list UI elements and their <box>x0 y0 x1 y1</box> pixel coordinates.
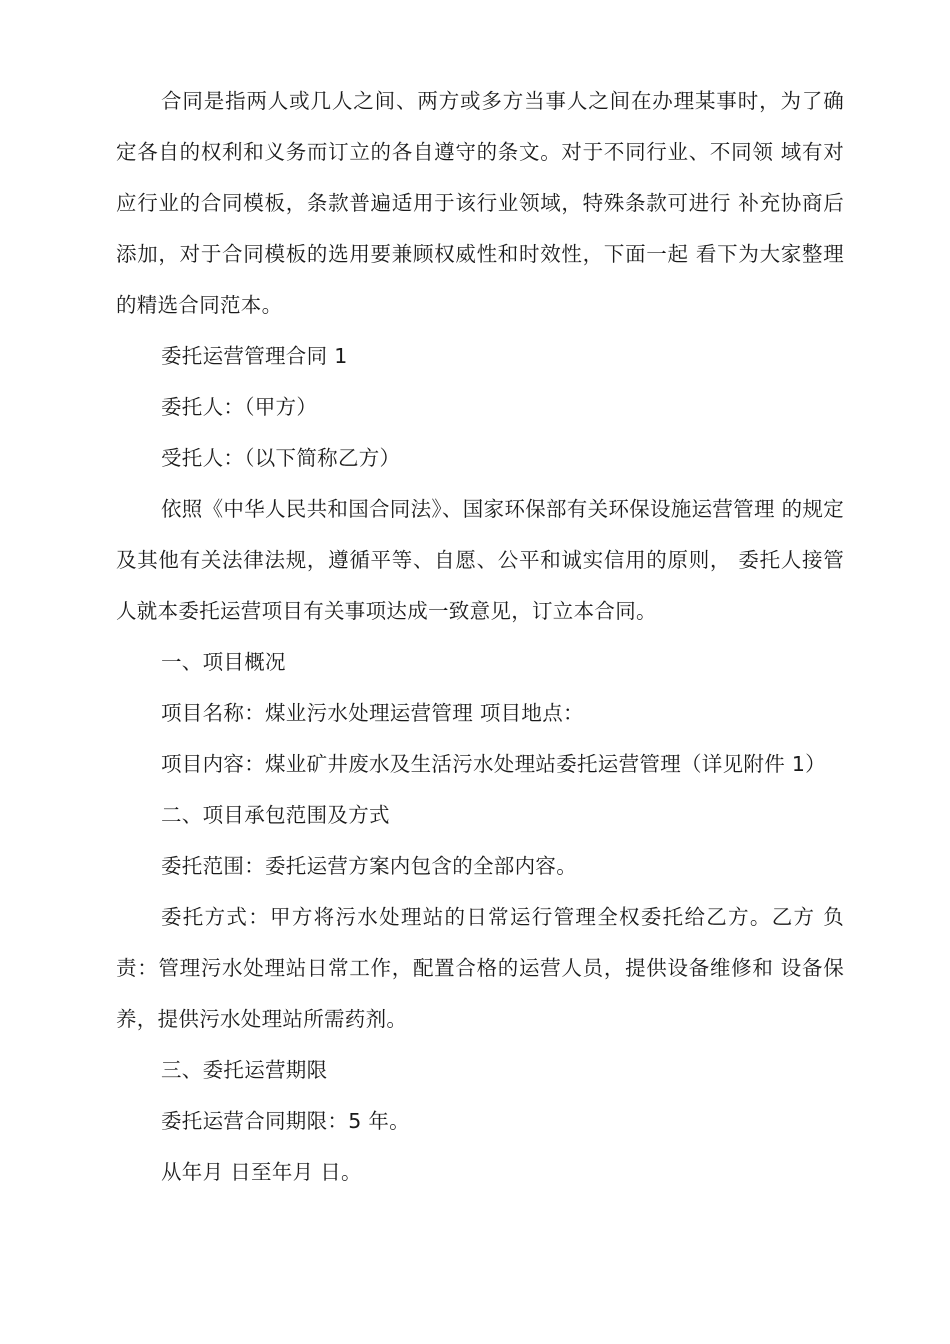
section-heading-1: 一、项目概况 <box>161 650 286 674</box>
contract-title: 委托运营管理合同 1 <box>161 344 348 368</box>
date-range-line: 从年月 日至年月 日。 <box>161 1160 362 1184</box>
section-heading-3: 三、委托运营期限 <box>161 1058 328 1082</box>
scope-line: 委托范围：委托运营方案内包含的全部内容。 <box>161 854 577 878</box>
section-heading-2: 二、项目承包范围及方式 <box>161 803 390 827</box>
project-content-line: 项目内容：煤业矿井废水及生活污水处理站委托运营管理（详见附件 1） <box>161 752 826 776</box>
term-line: 委托运营合同期限：5 年。 <box>161 1109 410 1133</box>
method-paragraph: 委托方式：甲方将污水处理站的日常运行管理全权委托给乙方。乙方 负责：管理污水处理站日常工作，配置合格的运营人员，提供设备维修和 设备保养，提供污水处理站所需药剂。 <box>116 905 844 1031</box>
trustee-party: 受托人：（以下简称乙方） <box>161 446 401 470</box>
document-page <box>116 76 844 1198</box>
intro-paragraph: 合同是指两人或几人之间、两方或多方当事人之间在办理某事时，为了确定各自的权利和义务而订立的各自遵守的条文。对于不同行业、不同领 域有对应行业的合同模板，条款普遍适用于该行业领域，特殊条款可进行 补充协商后添加，对于合同模板的选用要兼顾权威性和时效性，下面一起 看下为大家整理的精选合同范本。 <box>116 89 844 317</box>
project-name-line: 项目名称：煤业污水处理运营管理 项目地点： <box>161 701 584 725</box>
legal-basis-paragraph: 依照《中华人民共和国合同法》、国家环保部有关环保设施运营管理 的规定及其他有关法律法规，遵循平等、自愿、公平和诚实信用的原则， 委托人接管人就本委托运营项目有关事项达成一致意见，订立本合同。 <box>116 497 844 623</box>
client-party: 委托人：（甲方） <box>161 395 318 419</box>
